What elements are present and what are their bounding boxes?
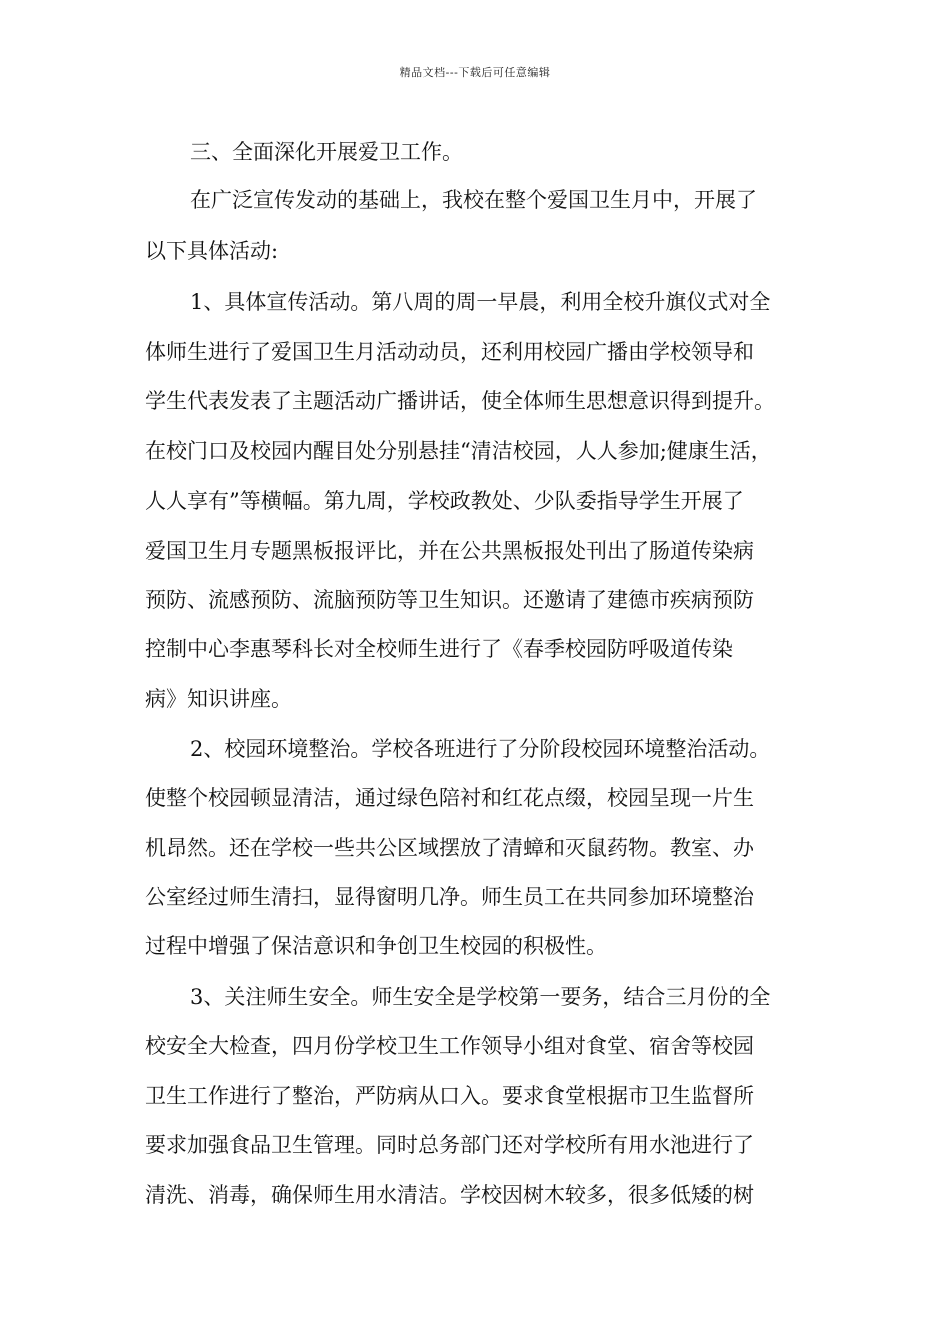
paragraph-line: 控制中心李惠琴科长对全校师生进行了《春季校园防呼吸道传染 [145, 637, 733, 661]
paragraph-line: 过程中增强了保洁意识和争创卫生校园的积极性。 [145, 934, 607, 958]
paragraph-line: 学生代表发表了主题活动广播讲话，使全体师生思想意识得到提升。 [145, 389, 775, 413]
paragraph-line: 体师生进行了爱国卫生月活动动员，还利用校园广播由学校领导和 [145, 340, 754, 364]
paragraph-line: 爱国卫生月专题黑板报评比，并在公共黑板报处刊出了肠道传染病 [145, 539, 754, 563]
paragraph-line: 在校门口及校园内醒目处分别悬挂“清洁校园，人人参加;健康生活， [145, 439, 772, 463]
paragraph-line: 2、校园环境整治。学校各班进行了分阶段校园环境整治活动。 [190, 737, 771, 761]
paragraph-line: 预防、流感预防、流脑预防等卫生知识。还邀请了建德市疾病预防 [145, 588, 754, 612]
paragraph-line: 在广泛宣传发动的基础上，我校在整个爱国卫生月中，开展了 [190, 188, 757, 212]
paragraph-line: 3、关注师生安全。师生安全是学校第一要务，结合三月份的全 [190, 985, 771, 1009]
paragraph-line: 清洗、消毒，确保师生用水清洁。学校因树木较多，很多低矮的树 [145, 1183, 754, 1207]
paragraph-line: 人人享有”等横幅。第九周，学校政教处、少队委指导学生开展了 [145, 489, 744, 513]
paragraph-line: 以下具体活动: [145, 239, 279, 263]
paragraph-line: 1、具体宣传活动。第八周的周一早晨，利用全校升旗仪式对全 [190, 290, 771, 314]
paragraph-line: 使整个校园顿显清洁，通过绿色陪衬和红花点缀，校园呈现一片生 [145, 786, 754, 810]
paragraph-line: 要求加强食品卫生管理。同时总务部门还对学校所有用水池进行了 [145, 1133, 754, 1157]
section-heading: 三、全面深化开展爱卫工作。 [190, 140, 463, 164]
paragraph-line: 机昂然。还在学校一些共公区域摆放了清蟑和灭鼠药物。教室、办 [145, 836, 754, 860]
paragraph-line: 校安全大检查，四月份学校卫生工作领导小组对食堂、宿舍等校园 [145, 1034, 754, 1058]
paragraph-line: 公室经过师生清扫，显得窗明几净。师生员工在共同参加环境整治 [145, 885, 754, 909]
paragraph-line: 病》知识讲座。 [145, 687, 292, 711]
paragraph-line: 卫生工作进行了整治，严防病从口入。要求食堂根据市卫生监督所 [145, 1084, 754, 1108]
page-header: 精品文档---下载后可任意编辑 [399, 66, 551, 79]
